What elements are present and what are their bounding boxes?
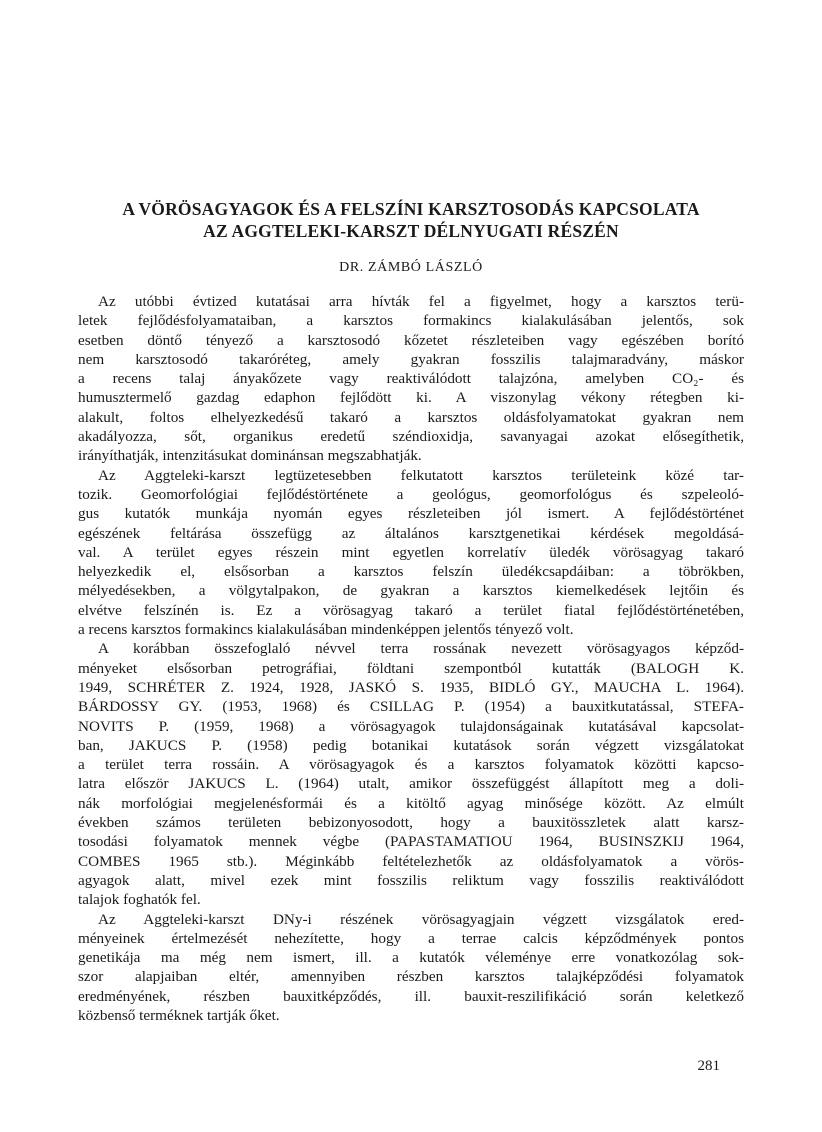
text-line: esetben döntő tényező a karsztosodó kőzetet részleteiben vagy egészében borító [78,331,744,349]
text-line: a recens talaj ányakőzete vagy reaktiválódott talajzóna, amelyben CO₂- és [78,370,744,388]
text-line: gus kutatók munkája nyomán egyes részleteiben jól ismert. A fejlődéstörténet [78,505,744,523]
text-line: latra először JAKUCS L. (1964) utalt, amikor összefüggést állapított meg a doli- [78,775,744,793]
text-line: letek fejlődésfolyamataiban, a karsztos formakincs kialakulásában jelentős, sok [78,312,744,330]
author-name: DR. ZÁMBÓ LÁSZLÓ [339,260,483,275]
text-line: 1949, SCHRÉTER Z. 1924, 1928, JASKÓ S. 1935, BIDLÓ GY., MAUCHA L. 1964). [78,678,744,696]
text-line: humusztermelő gazdag edaphon fejlődött ki. A viszonylag vékony rétegben ki- [78,389,744,407]
text-line: irányíthatják, intenzitásukat dominánsan megszabhatják. [78,447,422,465]
text-line: ban, JAKUCS P. (1958) pedig botanikai kutatások során végzett vizsgálatokat [78,736,744,754]
text-line: szor alapjaiban eltér, amennyiben részben karsztos talajképződési folyamatok [78,968,744,986]
paragraph [78,466,744,640]
text-line: a terület terra rossáin. A vörösagyagok és a karsztos folyamatok közötti kapcso- [78,756,744,774]
text-line: agyagok alatt, mivel ezek mint fosszilis reliktum vagy fosszilis reaktiválódott [78,871,744,889]
paragraph [78,292,744,466]
text-line: években számos területen bebizonyosodott, hogy a bauxitösszletek alatt karsz- [78,814,744,832]
text-line: akadályozza, sőt, organikus eredetű széndioxidja, savanyagai azokat elősegíthetik, [78,428,744,446]
text-line: NOVITS P. (1959, 1968) a vörösagyagok tulajdonságainak kutatásával kapcsolat- [78,717,744,735]
text-line: talajok foghatók fel. [78,891,201,909]
text-line: COMBES 1965 stb.). Méginkább feltételezhetők az oldásfolyamatok a vörös- [78,852,744,870]
article-body [78,292,744,1025]
paragraph [78,639,744,909]
text-line: elvétve felszínén is. Ez a vörösagyag takaró a terület fiatal fejlődéstörténetében, [78,601,744,619]
text-line: Az Aggteleki-karszt legtüzetesebben felkutatott karsztos területeink közé tar- [98,466,744,484]
text-line: a recens karsztos formakincs kialakulásában mindenképpen jelentős tényező volt. [78,621,574,639]
text-line: ményeket elsősorban petrográfiai, földtani szempontból kutatták (BALOGH K. [78,659,744,677]
text-line: tosodási folyamatok mennek végbe (PAPASTAMATIOU 1964, BUSINSZKIJ 1964, [78,833,744,851]
text-line: genetikája ma még nem ismert, ill. a kutatók véleménye erre vonatkozólag sok- [78,949,744,967]
text-line: eredményének, részben bauxitképződés, ill. bauxit-reszilifikáció során keletkező [78,987,744,1005]
text-line: helyezkedik el, elsősorban a karsztos felszín üledékcsapdáiban: a töbrökben, [78,563,744,581]
paragraph [78,910,744,1026]
text-line: BÁRDOSSY GY. (1953, 1968) és CSILLAG P. (1954) a bauxitkutatással, STEFA- [78,698,744,716]
text-line: alakult, foltos elhelyezkedésű takaró a karsztos oldásfolyamatokat gyakran nem [78,408,744,426]
text-line: val. A terület egyes részein mint egyetlen korrelatív üledék vörösagyag takaró [78,543,744,561]
text-line: nák morfológiai megjelenésformái és a kitöltő agyag minősége között. Az elmúlt [78,794,744,812]
text-line: A korábban összefoglaló névvel terra rossának nevezett vörösagyagos képződ- [98,640,744,658]
text-line: tozik. Geomorfológiai fejlődéstörténete a geológus, geomorfológus és szpeleoló- [78,485,744,503]
text-line: közbenső terméknek tartják őket. [78,1006,280,1024]
text-line: nem karsztosodó takaróréteg, amely gyakran fosszilis talajmaradvány, máskor [78,350,744,368]
title-line: AZ AGGTELEKI-KARSZT DÉLNYUGATI RÉSZÉN [203,221,619,241]
text-line: ményeinek értelmezését nehezítette, hogy a terrae calcis képződmények pontos [78,929,744,947]
article-title [90,198,732,242]
text-line: Az utóbbi évtized kutatásai arra hívták fel a figyelmet, hogy a karsztos terü- [98,293,744,310]
page-number: 281 [697,1058,720,1074]
text-line: mélyedésekben, a völgytalpakon, de gyakran a karsztos kiemelkedések lejtőin és [78,582,744,600]
text-line: egészének feltárása összefügg az általános karsztgenetikai kérdések megoldásá- [78,524,744,542]
text-line: Az Aggteleki-karszt DNy-i részének vörösagyagjain végzett vizsgálatok ered- [98,910,744,928]
title-line: A VÖRÖSAGYAGOK ÉS A FELSZÍNI KARSZTOSODÁS KAPCSOLATA [122,199,700,219]
